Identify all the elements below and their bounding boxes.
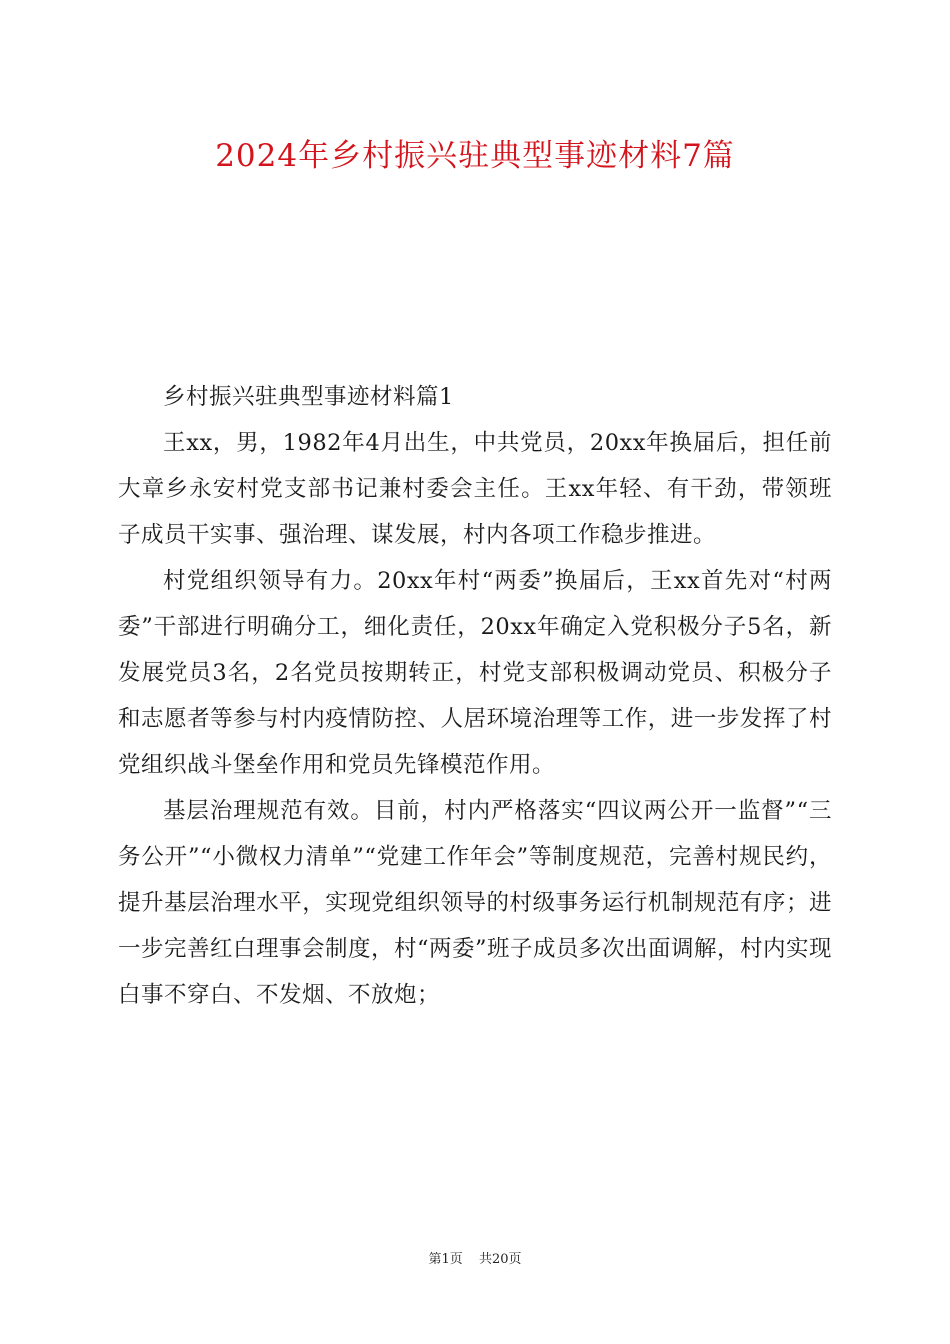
paragraph-1: 王xx，男，1982年4月出生，中共党员，20xx年换届后，担任前大章乡永安村党支部书记兼村委会主任。王xx年轻、有干劲，带领班子成员干实事、强治理、谋发展，村内各项工作稳步推进。 xyxy=(118,430,832,548)
page-number: 第1页 xyxy=(428,1252,463,1267)
section-heading: 乡村振兴驻典型事迹材料篇1 xyxy=(163,384,454,410)
document-title: 2024年乡村振兴驻典型事迹材料7篇 xyxy=(215,138,735,174)
page-total: 共20页 xyxy=(478,1252,522,1267)
document-body xyxy=(118,374,832,1018)
paragraph-2: 村党组织领导有力。20xx年村“两委”换届后，王xx首先对“村两委”干部进行明确分工，细化责任，20xx年确定入党积极分子5名，新发展党员3名，2名党员按期转正，村党支部积极调动党员、积极分子和志愿者等参与村内疫情防控、人居环境治理等工作，进一步发挥了村党组织战斗堡垒作用和党员先锋模范作用。 xyxy=(118,568,832,778)
page-footer xyxy=(0,1248,950,1267)
paragraph-3: 基层治理规范有效。目前，村内严格落实“四议两公开一监督”“三务公开”“小微权力清单”“党建工作年会”等制度规范，完善村规民约，提升基层治理水平，实现党组织领导的村级事务运行机制规范有序；进一步完善红白理事会制度，村“两委”班子成员多次出面调解，村内实现白事不穿白、不发烟、不放炮； xyxy=(118,798,833,1008)
